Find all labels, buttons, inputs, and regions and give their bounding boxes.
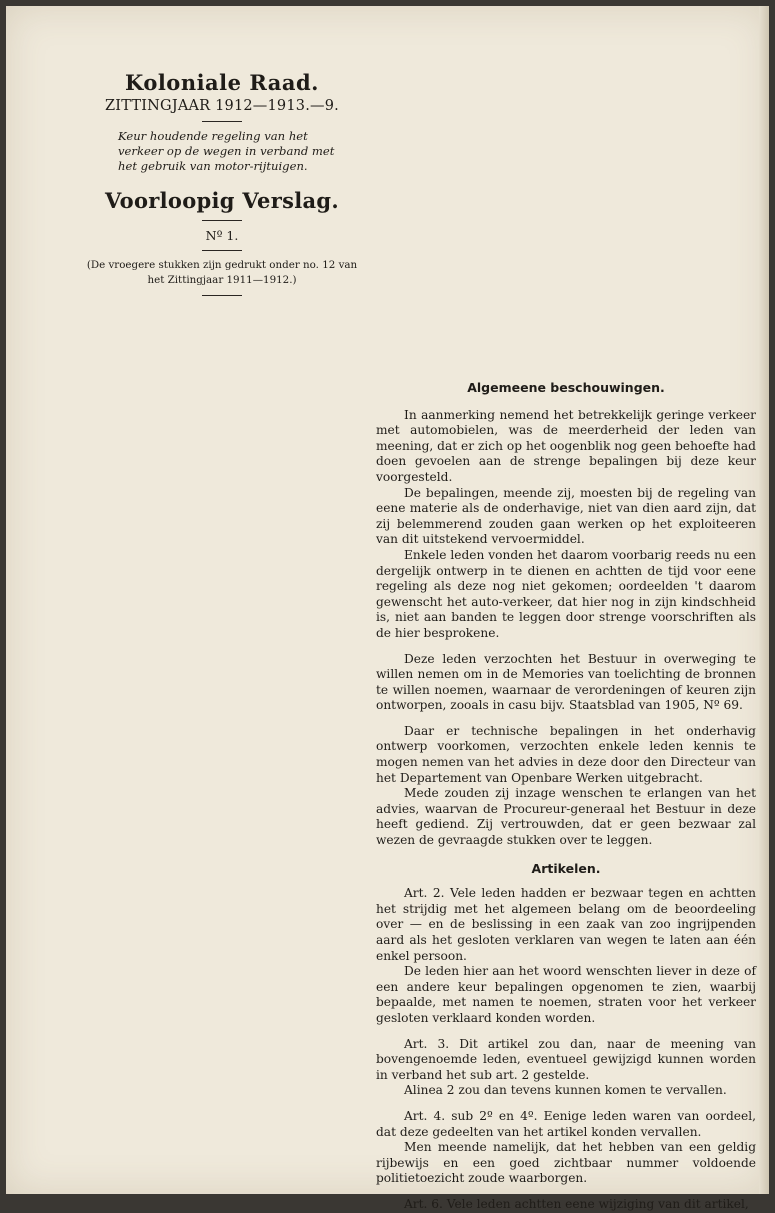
paragraph: Mede zouden zij inzage wenschen te erlangen van het advies, waarvan de Procureur-generaal het Bestuur in deze heeft gediend. Zij vertrouwden, dat er geen bezwaar zal wezen de gevraagde stukken over te leggen. (376, 786, 756, 848)
paragraph: Daar er technische bepalingen in het onderhavig ontwerp voorkomen, verzochten enkele leden kennis te mogen nemen van het advies in deze door den Directeur van het Departement van Openbare Werken uitgebracht. (376, 723, 756, 785)
paragraph: Enkele leden vonden het daarom voorbarig reeds nu een dergelijk ontwerp in te dienen en achtten de tijd voor eene regeling als deze nog niet gekomen; oordeelden 't daarom gewenscht het auto-verkeer, dat hier nog in zijn kindschheid is, niet aan banden te leggen door strenge voorschriften als de hier besprokene. (376, 547, 756, 640)
subject-description: Keur houdende regeling van het verkeer op de wegen in verband met het gebruik van motor-rijtuigen. (118, 129, 335, 173)
section-heading-articles: Artikelen. (531, 860, 601, 876)
prior-documents-note: (De vroegere stukken zijn gedrukt onder no. 12 van het Zittingjaar 1911—1912.) (86, 259, 358, 286)
document-page (6, 6, 769, 1211)
header-block (88, 70, 356, 303)
paragraph: Deze leden verzochten het Bestuur in overweging te willen nemen om in de Memories van toelichting de bronnen te willen noemen, waarnaar de verordeningen of keuren zijn ontworpen, zooals in casu bijv. Staatsblad van 1905, Nº 69. (376, 651, 756, 713)
divider (202, 121, 242, 122)
paragraph: Art. 3. Dit artikel zou dan, naar de meening van bovengenoemde leden, eventueel gewijzigd kunnen worden in verband het sub art. 2 gestelde. (376, 1036, 756, 1082)
paragraph: De bepalingen, meende zij, moesten bij de regeling van eene materie als de onderhavige, niet van dien aard zijn, dat zij belemmerend zouden gaan werken op het exploiteeren van dit uitstekend vervoermiddel. (376, 485, 756, 547)
page-spine-edge (759, 6, 769, 1194)
paragraph: In aanmerking nemend het betrekkelijk geringe verkeer met automobielen, was de meerderheid der leden van meening, dat er zich op het oogenblik nog geen behoefte had doen gevoelen aan de strenge bepalingen bij deze keur voorgesteld. (376, 407, 756, 484)
section-heading-general: Algemeene beschouwingen. (467, 380, 665, 395)
council-title: Koloniale Raad. (125, 70, 319, 95)
report-title: Voorloopig Verslag. (105, 188, 339, 213)
paragraph: Alinea 2 zou dan tevens kunnen komen te vervallen. (404, 1083, 727, 1098)
document-number: Nº 1. (205, 228, 239, 243)
session-year: ZITTINGJAAR 1912—1913.—9. (105, 98, 339, 114)
paragraph: Men meende namelijk, dat het hebben van een geldig rijbewijs en een goed zichtbaar nummer voldoende politietoezicht zoude waarborgen. (376, 1140, 756, 1186)
paragraph: Art. 2. Vele leden hadden er bezwaar tegen en achtten het strijdig met het algemeen belang om de beoordeeling over — en de beslissing in een zaak van zoo ingrijpenden aard als het gesloten verklaren van wegen te laten aan één enkel persoon. (376, 886, 756, 963)
report-body (376, 380, 756, 1213)
paragraph: Art. 4. sub 2º en 4º. Eenige leden waren van oordeel, dat deze gedeelten van het artikel konden vervallen. (376, 1108, 756, 1139)
paragraph: De leden hier aan het woord wenschten liever in deze of een andere keur bepalingen opgenomen te zien, waarbij bepaalde, met namen te noemen, straten voor het verkeer gesloten verklaard konden worden. (376, 964, 756, 1025)
divider (202, 250, 242, 251)
paragraph: Art. 6. Vele leden achtten eene wijziging van dit artikel, (404, 1196, 749, 1211)
divider (202, 295, 242, 296)
divider (202, 220, 242, 221)
